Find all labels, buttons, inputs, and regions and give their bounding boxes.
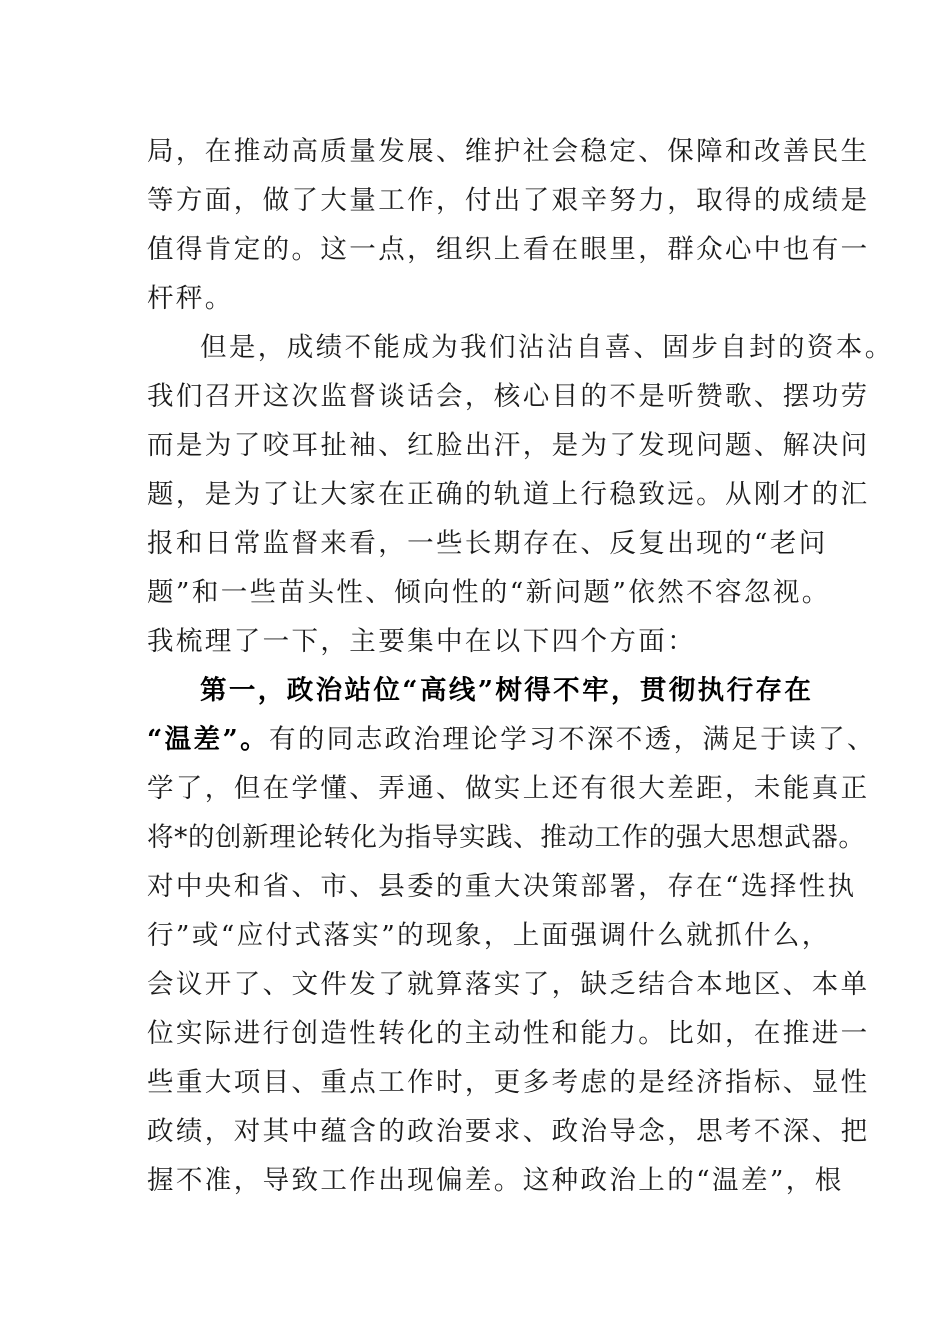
paragraph-line: 行”或“应付式落实”的现象，上面强调什么就抓什么， [147,920,831,951]
paragraph-line: 题”和一些苗头性、倾向性的“新问题”依然不容忽视。 [147,577,831,608]
paragraph-line: 政绩，对其中蕴含的政治要求、政治导念，思考不深、把 [147,1116,870,1147]
section-heading-line: 第一，政治站位“高线”树得不牢，贯彻执行存在 [200,675,814,706]
paragraph-line: 但是，成绩不能成为我们沾沾自喜、固步自封的资本。 [200,332,894,363]
paragraph-line: 位实际进行创造性转化的主动性和能力。比如，在推进一 [147,1018,870,1049]
paragraph-line: 题，是为了让大家在正确的轨道上行稳致远。从刚才的汇 [147,479,870,510]
paragraph-line: 我梳理了一下，主要集中在以下四个方面： [147,626,697,657]
paragraph-text: 有的同志政治理论学习不深不透，满足于读了、 [269,724,876,755]
paragraph-line: 报和日常监督来看，一些长期存在、反复出现的“老问 [147,528,828,559]
paragraph-line: 会议开了、文件发了就算落实了，缺乏结合本地区、本单 [147,969,870,1000]
paragraph-line: 握不准，导致工作出现偏差。这种政治上的“温差”，根 [147,1165,844,1196]
paragraph-line: 将*的创新理论转化为指导实践、推动工作的强大思想武器。 [147,822,866,853]
paragraph-line: 值得肯定的。这一点，组织上看在眼里，群众心中也有一 [147,234,870,265]
paragraph-line: 些重大项目、重点工作时，更多考虑的是经济指标、显性 [147,1067,870,1098]
paragraph-line: 杆秤。 [147,283,234,314]
paragraph-line: 我们召开这次监督谈话会，核心目的不是听赞歌、摆功劳 [147,381,870,412]
section-heading-tail: “温差”。 [147,724,269,755]
paragraph-line: 学了，但在学懂、弄通、做实上还有很大差距，未能真正 [147,773,870,804]
paragraph-line: 而是为了咬耳扯袖、红脸出汗，是为了发现问题、解决问 [147,430,870,461]
paragraph-line: 局，在推动高质量发展、维护社会稳定、保障和改善民生 [147,136,870,167]
paragraph-line: 等方面，做了大量工作，付出了艰辛努力，取得的成绩是 [147,185,870,216]
paragraph-line-mixed [147,722,876,758]
paragraph-line: 对中央和省、市、县委的重大决策部署，存在“选择性执 [147,871,857,902]
